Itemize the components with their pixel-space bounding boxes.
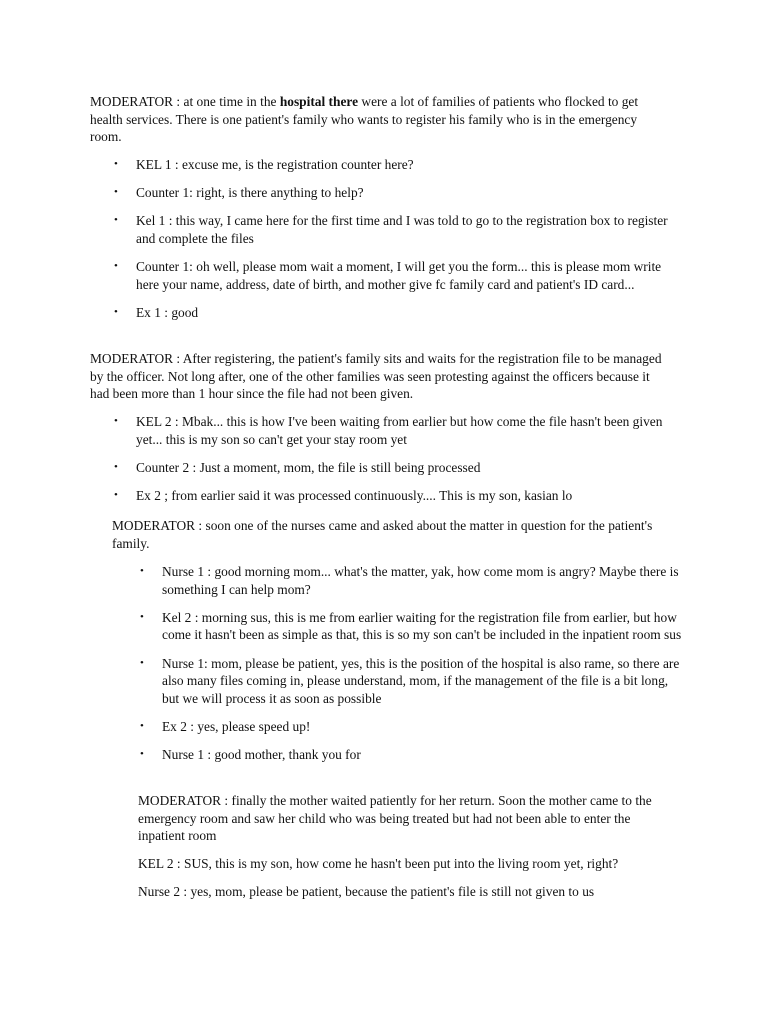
list-item-text: Counter 2 : Just a moment, mom, the file is still being processed (136, 459, 481, 475)
bold-text: hospital there (279, 94, 359, 109)
moderator-paragraph-2: MODERATOR : After registering, the patient's family sits and waits for the registration file to be managed by the officer. Not long after, one of the other families was seen protesting against the officers because it had been more than 1 hour since the file had not been given. (90, 351, 662, 402)
list-item-text: Kel 1 : this way, I came here for the first time and I was told to go to the registration box to register and complete the files (136, 213, 668, 246)
moderator-paragraph-3: MODERATOR : soon one of the nurses came and asked about the matter in question for the patient's family. (112, 518, 653, 551)
dialogue-list-1 (112, 156, 672, 332)
list-item (112, 212, 672, 247)
list-item-text: Counter 1: right, is there anything to help? (136, 185, 364, 201)
moderator-paragraph-1 (90, 93, 670, 146)
list-item (112, 304, 672, 322)
moderator-paragraph-4: MODERATOR : finally the mother waited patiently for her return. Soon the mother came to the emergency room and saw her child who was being treated but had not been able to enter the inpatient room (138, 793, 652, 844)
bullet-icon: • (140, 719, 144, 732)
dialogue-list-2 (112, 413, 672, 515)
dialogue-line-kel-2: KEL 2 : SUS, this is my son, how come he hasn't been put into the living room yet, right? (138, 856, 619, 871)
list-item-text: Ex 2 : yes, please speed up! (162, 718, 311, 734)
bullet-icon: • (140, 610, 144, 623)
list-item-text: Nurse 1 : good morning mom... what's the matter, yak, how come mom is angry? Maybe there is something I can help mom? (162, 564, 679, 597)
text: were a lot of families of patients who flocked to get health services. There is one patient's family who wants to register his family who is in the emergency room. (90, 94, 639, 145)
dialogue-list-3 (138, 563, 683, 774)
list-item (138, 718, 683, 736)
list-item (138, 746, 683, 764)
list-item-text: Kel 2 : morning sus, this is me from earlier waiting for the registration file from earlier, but how come it hasn't been as simple as that, this is so my son can't be included in the inpatient room sus (162, 609, 682, 643)
bullet-icon: • (114, 415, 118, 427)
list-item (112, 258, 672, 293)
bullet-icon: • (114, 305, 118, 318)
bullet-icon: • (140, 656, 144, 669)
bullet-icon: • (114, 460, 118, 473)
list-item (112, 487, 672, 505)
dialogue-line-nurse-2: Nurse 2 : yes, mom, please be patient, because the patient's file is still not given to us (138, 884, 595, 899)
list-item (138, 609, 683, 644)
list-item-text: KEL 1 : excuse me, is the registration counter here? (136, 157, 414, 172)
list-item (138, 655, 683, 708)
list-item (112, 413, 672, 448)
bullet-icon: • (140, 565, 144, 577)
bullet-icon: • (114, 488, 118, 501)
list-item-text: Counter 1: oh well, please mom wait a moment, I will get you the form... this is please mom write here your name, address, date of birth, and mother give fc family card and patient's ID card... (136, 259, 662, 292)
bullet-icon: • (114, 214, 118, 227)
list-item-text: Ex 2 ; from earlier said it was processed continuously.... This is my son, kasian lo (136, 487, 573, 503)
bullet-icon: • (114, 186, 118, 199)
list-item (112, 459, 672, 477)
list-item (138, 563, 683, 598)
text: MODERATOR : at one time in the (90, 94, 280, 109)
list-item (112, 184, 672, 202)
list-item-text: Nurse 1: mom, please be patient, yes, this is the position of the hospital is also rame, so there are also many files coming in, please understand, mom, if the management of the file is a bit long, but we will process it as soon as possible (162, 655, 680, 706)
list-item-text: Ex 1 : good (136, 304, 199, 320)
bullet-icon: • (114, 158, 118, 170)
list-item-text: Nurse 1 : good mother, thank you for (162, 747, 361, 763)
list-item-text: KEL 2 : Mbak... this is how I've been waiting from earlier but how come the file hasn't been given yet... this is my son so can't get your stay room yet (136, 414, 663, 447)
list-item (112, 156, 672, 174)
bullet-icon: • (140, 748, 144, 761)
bullet-icon: • (114, 260, 118, 273)
